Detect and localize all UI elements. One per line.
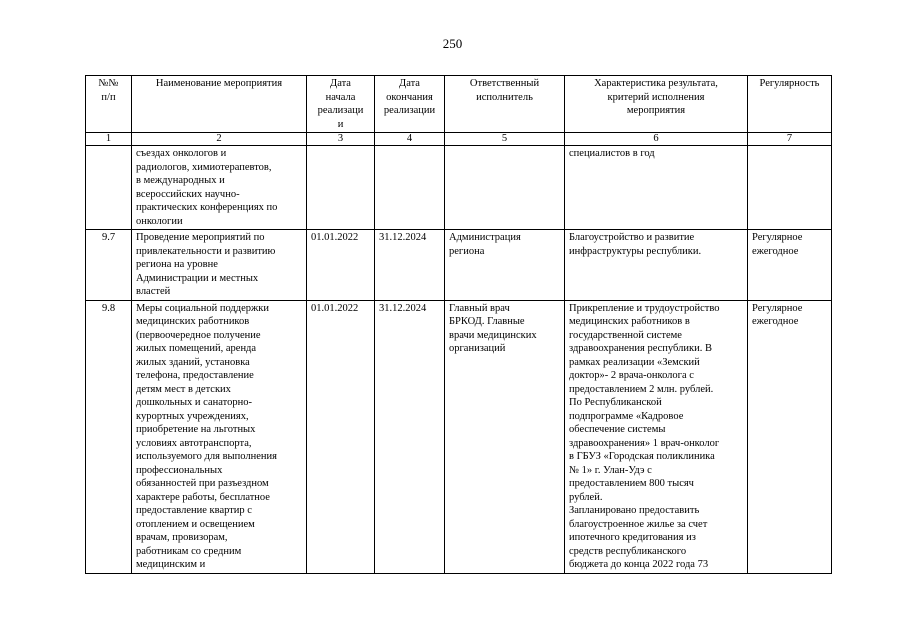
header-result: Характеристика результата, критерий исполнения мероприятия <box>565 76 748 133</box>
row-activity-name: Проведение мероприятий по привлекательности и развитию региона на уровне Администрации и местных властей <box>132 230 307 301</box>
header-end-date: Дата окончания реализации <box>375 76 445 133</box>
row-regularity: Регулярное ежегодное <box>748 230 832 301</box>
row-start-date <box>307 146 375 230</box>
table-row <box>86 300 832 573</box>
table-row <box>86 146 832 230</box>
row-regularity: Регулярное ежегодное <box>748 300 832 573</box>
row-regularity <box>748 146 832 230</box>
row-start-date: 01.01.2022 <box>307 300 375 573</box>
activities-table <box>85 75 832 574</box>
row-number: 9.8 <box>86 300 132 573</box>
row-start-date: 01.01.2022 <box>307 230 375 301</box>
row-responsible <box>445 146 565 230</box>
column-number: 1 <box>86 133 132 146</box>
row-result: Прикрепление и трудоустройство медицинских работников в государственной системе здравоохранения республики. В рамках реализации «Земский доктор»- 2 врача-онколога с предоставлением 2 млн. рублей. По Республиканской подпрограмме «Кадровое обеспечение системы здравоохранения» 1 врач-онколог в ГБУЗ «Городская поликлиника № 1» г. Улан-Удэ с предоставлением 800 тысяч рублей. Запланировано предоставить благоустроенное жилье за счет ипотечного кредитования из средств республиканского бюджета до конца 2022 года 73 <box>565 300 748 573</box>
row-responsible: Главный врач БРКОД. Главные врачи медицинских организаций <box>445 300 565 573</box>
column-number: 6 <box>565 133 748 146</box>
header-responsible: Ответственный исполнитель <box>445 76 565 133</box>
row-end-date: 31.12.2024 <box>375 230 445 301</box>
table-row <box>86 230 832 301</box>
row-end-date: 31.12.2024 <box>375 300 445 573</box>
row-activity-name: съездах онкологов и радиологов, химиотерапевтов, в международных и всероссийских научно- практических конференциях по онкологии <box>132 146 307 230</box>
column-number: 5 <box>445 133 565 146</box>
page-number: 250 <box>442 36 463 51</box>
column-number: 7 <box>748 133 832 146</box>
row-activity-name: Меры социальной поддержки медицинских работников (первоочередное получение жилых помещений, аренда жилых зданий, установка телефона, предоставление детям мест в детских дошкольных и санаторно- курортных учреждениях, приобретение на льготных условиях автотранспорта, используемого для выполнения профессиональных обязанностей при разъездном характере работы, бесплатное предоставление квартир с отоплением и освещением врачам, провизорам, работникам со средним медицинским и <box>132 300 307 573</box>
column-number: 2 <box>132 133 307 146</box>
row-number: 9.7 <box>86 230 132 301</box>
row-responsible: Администрация региона <box>445 230 565 301</box>
column-number: 3 <box>307 133 375 146</box>
row-number <box>86 146 132 230</box>
header-activity-name: Наименование мероприятия <box>132 76 307 133</box>
column-number-row <box>86 133 832 146</box>
header-regularity: Регулярность <box>748 76 832 133</box>
header-row <box>86 76 832 133</box>
header-start-date: Дата начала реализаци и <box>307 76 375 133</box>
row-result: специалистов в год <box>565 146 748 230</box>
column-number: 4 <box>375 133 445 146</box>
header-number: №№ п/п <box>86 76 132 133</box>
row-end-date <box>375 146 445 230</box>
row-result: Благоустройство и развитие инфраструктуры республики. <box>565 230 748 301</box>
